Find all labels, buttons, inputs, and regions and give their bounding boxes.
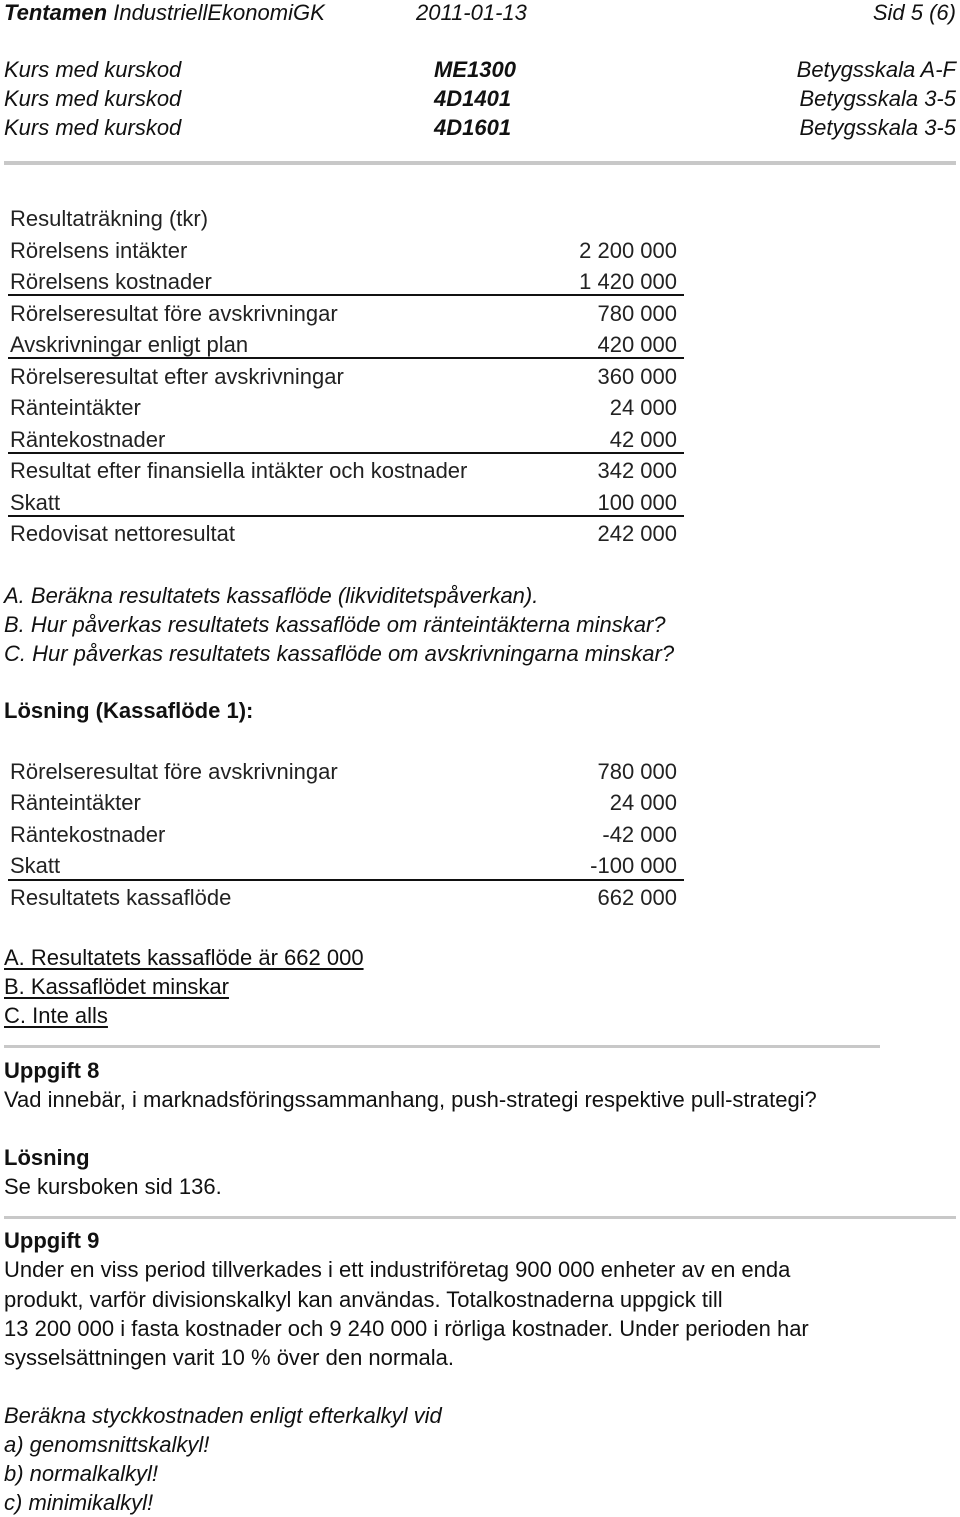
statement-row-value: 360 000 [597, 364, 677, 389]
task9-item: a) genomsnittskalkyl! [4, 1432, 210, 1457]
statement-row-label: Ränteintäkter [10, 395, 141, 420]
task9-line: produkt, varför divisionskalkyl kan användas. Totalkostnaderna uppgick till [4, 1287, 723, 1312]
task8-question: Vad innebär, i marknadsföringssammanhang, push-strategi respektive pull-strategi? [4, 1087, 817, 1112]
statement-row-value: 42 000 [609, 427, 677, 452]
cashflow-row-label: Rörelseresultat före avskrivningar [10, 759, 338, 784]
cashflow-rule [8, 879, 684, 881]
task9-line: 13 200 000 i fasta kostnader och 9 240 000 i rörliga kostnader. Under perioden har [4, 1316, 809, 1341]
statement-row-label: Avskrivningar enligt plan [10, 332, 249, 357]
statement-row-value: 100 000 [597, 490, 677, 515]
cashflow-row-label: Skatt [10, 853, 61, 878]
statement-row-label: Rörelseresultat före avskrivningar [10, 301, 338, 326]
task8-solution-title: Lösning [4, 1145, 90, 1170]
course-label: Kurs med kurskod [4, 115, 182, 140]
course-scale: Betygsskala A-F [796, 57, 956, 82]
section-divider [4, 1216, 956, 1219]
cashflow-row-label: Resultatets kassaflöde [10, 885, 232, 910]
task9-item: c) minimikalkyl! [4, 1490, 154, 1515]
header-title-bold: Tentamen [4, 0, 108, 25]
statement-row-label: Rörelsens intäkter [10, 238, 188, 263]
document-header [4, 0, 956, 28]
header-divider [4, 161, 956, 165]
statement-row-value: 780 000 [597, 301, 677, 326]
task8-solution-text: Se kursboken sid 136. [4, 1174, 222, 1199]
statement-row-value: 24 000 [609, 395, 677, 420]
header-title-rest: IndustriellEkonomiGK [113, 0, 325, 25]
cashflow-row-value: 662 000 [597, 885, 677, 910]
statement-rule [8, 357, 684, 359]
statement-row-label: Skatt [10, 490, 61, 515]
course-scale: Betygsskala 3-5 [799, 115, 956, 140]
course-code: 4D1401 [434, 86, 512, 111]
question-b: B. Hur påverkas resultatets kassaflöde om ränteintäkterna minskar? [4, 612, 666, 637]
statement-row-value: 1 420 000 [579, 269, 677, 294]
course-code: ME1300 [434, 57, 516, 82]
cashflow-row-value: 24 000 [609, 790, 677, 815]
section-divider [4, 1045, 880, 1048]
cashflow-row-label: Ränteintäkter [10, 790, 141, 815]
statement-row-value: 2 200 000 [579, 238, 677, 263]
cashflow-row-label: Räntekostnader [10, 822, 166, 847]
course-line [4, 57, 956, 85]
course-scale: Betygsskala 3-5 [799, 86, 956, 111]
task8-title: Uppgift 8 [4, 1058, 100, 1083]
course-line [4, 115, 956, 143]
income-statement-title: Resultaträkning (tkr) [10, 206, 209, 231]
course-line [4, 86, 956, 114]
course-label: Kurs med kurskod [4, 86, 182, 111]
course-label: Kurs med kurskod [4, 57, 182, 82]
answer-c: C. Inte alls [4, 1003, 108, 1028]
cashflow-row-value: 780 000 [597, 759, 677, 784]
statement-row-label: Redovisat nettoresultat [10, 521, 236, 546]
statement-rule [8, 452, 684, 454]
header-date: 2011-01-13 [416, 0, 527, 25]
header-page: Sid 5 (6) [872, 0, 956, 25]
question-c: C. Hur påverkas resultatets kassaflöde om avskrivningarna minskar? [4, 641, 675, 666]
statement-rule [8, 294, 684, 296]
statement-row-label: Resultat efter finansiella intäkter och kostnader [10, 458, 468, 483]
cashflow-row-value: -100 000 [590, 853, 677, 878]
task9-line: Under en viss period tillverkades i ett industriföretag 900 000 enheter av en enda [4, 1257, 791, 1282]
cashflow-row-value: -42 000 [602, 822, 677, 847]
statement-row-value: 342 000 [597, 458, 677, 483]
statement-row-value: 420 000 [597, 332, 677, 357]
task9-line: sysselsättningen varit 10 % över den normala. [4, 1345, 455, 1370]
statement-row-value: 242 000 [597, 521, 677, 546]
question-a: A. Beräkna resultatets kassaflöde (likviditetspåverkan). [4, 583, 539, 608]
statement-row-label: Rörelseresultat efter avskrivningar [10, 364, 344, 389]
statement-row-label: Rörelsens kostnader [10, 269, 212, 294]
task9-item: b) normalkalkyl! [4, 1461, 159, 1486]
course-code: 4D1601 [434, 115, 512, 140]
statement-row-label: Räntekostnader [10, 427, 166, 452]
task9-title: Uppgift 9 [4, 1228, 100, 1253]
solution-title: Lösning (Kassaflöde 1): [4, 698, 254, 723]
task9-instruction: Beräkna styckkostnaden enligt efterkalkyl vid [4, 1403, 442, 1428]
statement-rule [8, 515, 684, 517]
answer-b: B. Kassaflödet minskar [4, 974, 229, 999]
answer-a: A. Resultatets kassaflöde är 662 000 [4, 945, 364, 970]
